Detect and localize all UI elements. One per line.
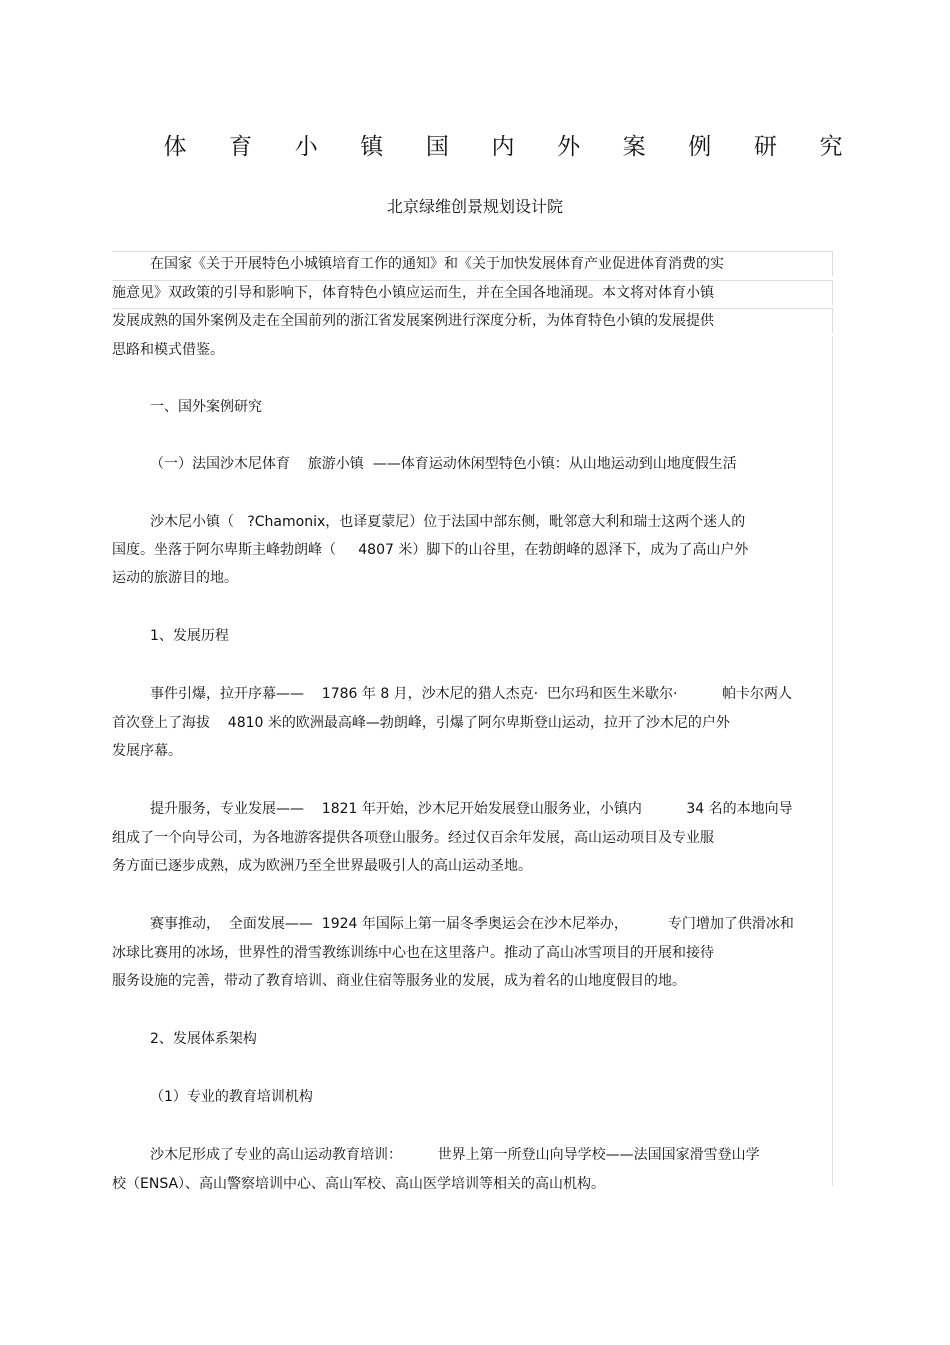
paragraph-line: 发展序幕。 [112,743,182,759]
case-heading: （一）法国沙木尼体育 旅游小镇 ——体育运动休闲型特色小镇：从山地运动到山地度假生活 [150,456,737,472]
paragraph-line: 沙木尼形成了专业的高山运动教育培训： 世界上第一所登山向导学校——法国国家滑雪登山学 [150,1147,760,1163]
paragraph-line: 提升服务，专业发展—— 1821 年开始，沙木尼开始发展登山服务业，小镇内 34 名的本地向导 [150,801,793,817]
margin-rule [832,336,833,1186]
subsection-heading: 1、发展历程 [150,628,229,644]
title-char: 内 [491,134,515,160]
title-char: 育 [229,134,253,160]
title-char: 例 [688,134,712,160]
title-char: 镇 [360,134,384,160]
abstract-line: 思路和模式借鉴。 [112,342,224,358]
document-title [163,128,843,161]
paragraph-line: 国度。坐落于阿尔卑斯主峰勃朗峰（ 4807 米）脚下的山谷里，在勃朗峰的恩泽下，成为了高山户外 [112,542,749,558]
paragraph-line: 服务设施的完善，带动了教育培训、商业住宿等服务业的发展，成为着名的山地度假目的地。 [112,973,686,989]
title-char: 究 [819,134,843,160]
title-char: 国 [425,134,449,160]
paragraph-line: 运动的旅游目的地。 [112,570,238,586]
paragraph-line: 赛事推动， 全面发展—— 1924 年国际上第一届冬季奥运会在沙木尼举办， 专门增加了供滑冰和 [150,916,794,932]
paragraph-line: 务方面已逐步成熟，成为欧洲乃至全世界最吸引人的高山运动圣地。 [112,858,532,874]
title-char: 研 [753,134,777,160]
subsection-heading: （1）专业的教育培训机构 [150,1089,313,1105]
paragraph-line: 冰球比赛用的冰场，世界性的滑雪教练训练中心也在这里落户。推动了高山冰雪项目的开展和接待 [112,945,714,961]
paragraph-line: 事件引爆，拉开序幕—— 1786 年 8 月，沙木尼的猎人杰克· 巴尔玛和医生米歇尔· 帕卡尔两人 [150,686,792,702]
abstract-line: 发展成熟的国外案例及走在全国前列的浙江省发展案例进行深度分析，为体育特色小镇的发展提供 [112,308,833,333]
title-char: 体 [163,134,187,160]
title-char: 小 [294,134,318,160]
abstract-line: 在国家《关于开展特色小城镇培育工作的通知》和《关于加快发展体育产业促进体育消费的实 [112,251,833,276]
section-heading: 一、国外案例研究 [150,399,262,415]
subsection-heading: 2、发展体系架构 [150,1031,257,1047]
paragraph-line: 组成了一个向导公司，为各地游客提供各项登山服务。经过仅百余年发展，高山运动项目及专业服 [112,830,714,846]
title-char: 案 [622,134,646,160]
paragraph-line: 首次登上了海拔 4810 米的欧洲最高峰—勃朗峰，引爆了阿尔卑斯登山运动，拉开了沙木尼的户外 [112,715,730,731]
document-subtitle: 北京绿维创景规划设计院 [386,197,563,216]
title-char: 外 [557,134,581,160]
paragraph-line: 校（ENSA）、高山警察培训中心、高山军校、高山医学培训等相关的高山机构。 [112,1176,606,1192]
paragraph-line: 沙木尼小镇（ ?Chamonix，也译夏蒙尼）位于法国中部东侧，毗邻意大利和瑞士这两个迷人的 [150,514,746,530]
abstract-line: 施意见》双政策的引导和影响下，体育特色小镇应运而生，并在全国各地涌现。本文将对体育小镇 [112,280,833,305]
